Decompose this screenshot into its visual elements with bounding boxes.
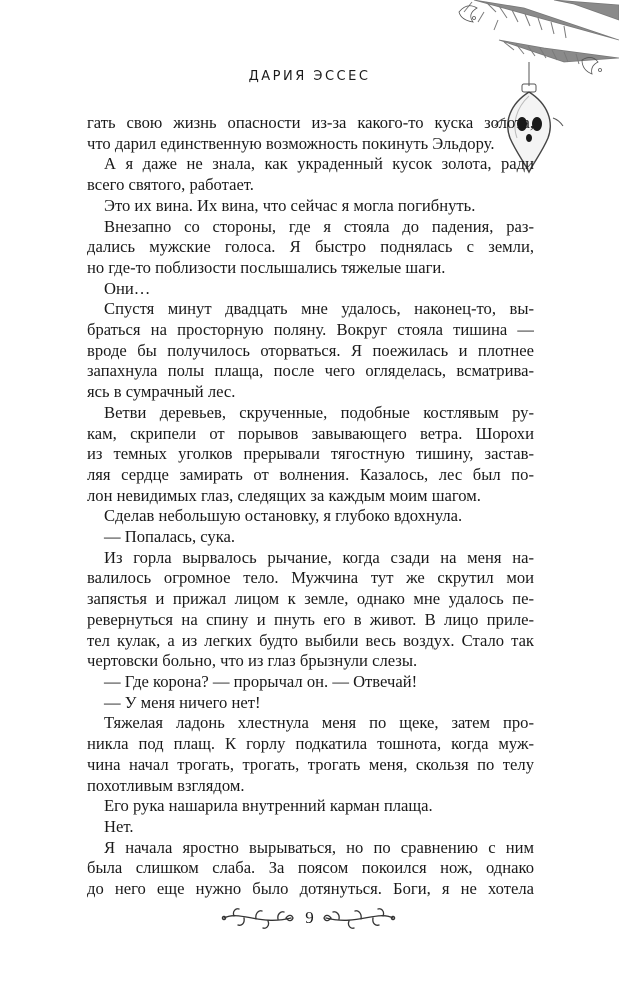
text-line: — Попалась, сука. [104, 527, 236, 547]
text-line: браться на просторную поляну. Вокруг стояла тишина — [87, 320, 534, 340]
text-line: но где-то поблизости послышались тяжелые шаги. [87, 257, 446, 277]
text-line: была слишком слаба. За поясом покоился нож, однако [87, 858, 534, 878]
text-line: из темных уголков прерывали тягостную тишину, застав- [87, 444, 534, 464]
text-line: А я даже не знала, как украденный кусок золота, ради [104, 154, 534, 174]
text-line: Тяжелая ладонь хлестнула меня по щеке, затем про- [104, 713, 534, 733]
branch-ornament-right-icon [322, 906, 397, 930]
text-line: Это их вина. Их вина, что сейчас я могла погибнуть. [104, 195, 476, 215]
text-line: Из горла вырвалось рычание, когда сзади на меня на- [104, 547, 534, 567]
text-line: лон невидимых глаз, следящих за каждым моим шагом. [87, 485, 481, 505]
text-line: Сделав небольшую остановку, я глубоко вдохнула. [104, 506, 463, 526]
text-line: Нет. [104, 816, 134, 836]
text-line: вроде бы получилось оторваться. Я поежилась и плотнее [87, 340, 534, 360]
text-line: Внезапно со стороны, где я стояла до падения, раз- [104, 216, 534, 236]
text-line: похотливым взглядом. [87, 775, 245, 795]
text-line: Они… [104, 278, 151, 298]
text-line: запястья и прижал лицом к земле, однако мне удалось пе- [87, 589, 534, 609]
text-line: чина начал трогать, трогать, трогать меня, скользя по телу [87, 754, 534, 774]
text-line: Я начала яростно вырываться, но по сравнению с ним [104, 837, 534, 857]
text-line: Его рука нашарила внутренний карман плаща. [104, 796, 433, 816]
text-line: никла под плащ. К горлу подкатила тошнота, когда муж- [87, 734, 534, 754]
text-line: валилось огромное тело. Мужчина тут же скрутил мои [87, 568, 534, 588]
body-text [87, 113, 534, 903]
text-line: кам, скрипели от порывов завывающего ветра. Шорохи [87, 423, 534, 443]
page-footer [0, 906, 619, 932]
text-line: — Где корона? — прорычал он. — Отвечай! [104, 671, 418, 691]
text-line: ясь в сумрачный лес. [87, 382, 236, 402]
text-line: ляя сердце замирать от волнения. Казалось, лес был по- [87, 464, 534, 484]
text-line: чертовски больно, что из глаз брызнули слезы. [87, 651, 418, 671]
text-line: Спустя минут двадцать мне удалось, наконец-то, вы- [104, 299, 534, 319]
text-line: что дарил единственную возможность покинуть Эльдору. [87, 133, 495, 153]
text-line: гать свою жизнь опасности из-за какого-то куска золота, [87, 113, 534, 132]
running-header: ДАРИЯ ЭССЕС [248, 69, 371, 84]
text-line: запахнула полы плаща, после чего огляделась, всматрива- [87, 361, 534, 381]
text-line: тел кулак, а из легких будто выбили весь воздух. Стало так [87, 630, 534, 650]
text-line: дались мужские голоса. Я быстро поднялась с земли, [87, 237, 534, 257]
page-number: 9 [305, 908, 314, 927]
text-line: до него еще нужно было дотянуться. Боги, я не хотела [87, 879, 534, 899]
text-line: — У меня ничего нет! [104, 692, 261, 712]
text-line: Ветви деревьев, скрученные, подобные костлявым ру- [104, 402, 534, 422]
text-line: ревернуться на спину и пнуть его в живот. В лицо приле- [87, 609, 534, 629]
text-line: всего святого, работает. [87, 175, 254, 195]
